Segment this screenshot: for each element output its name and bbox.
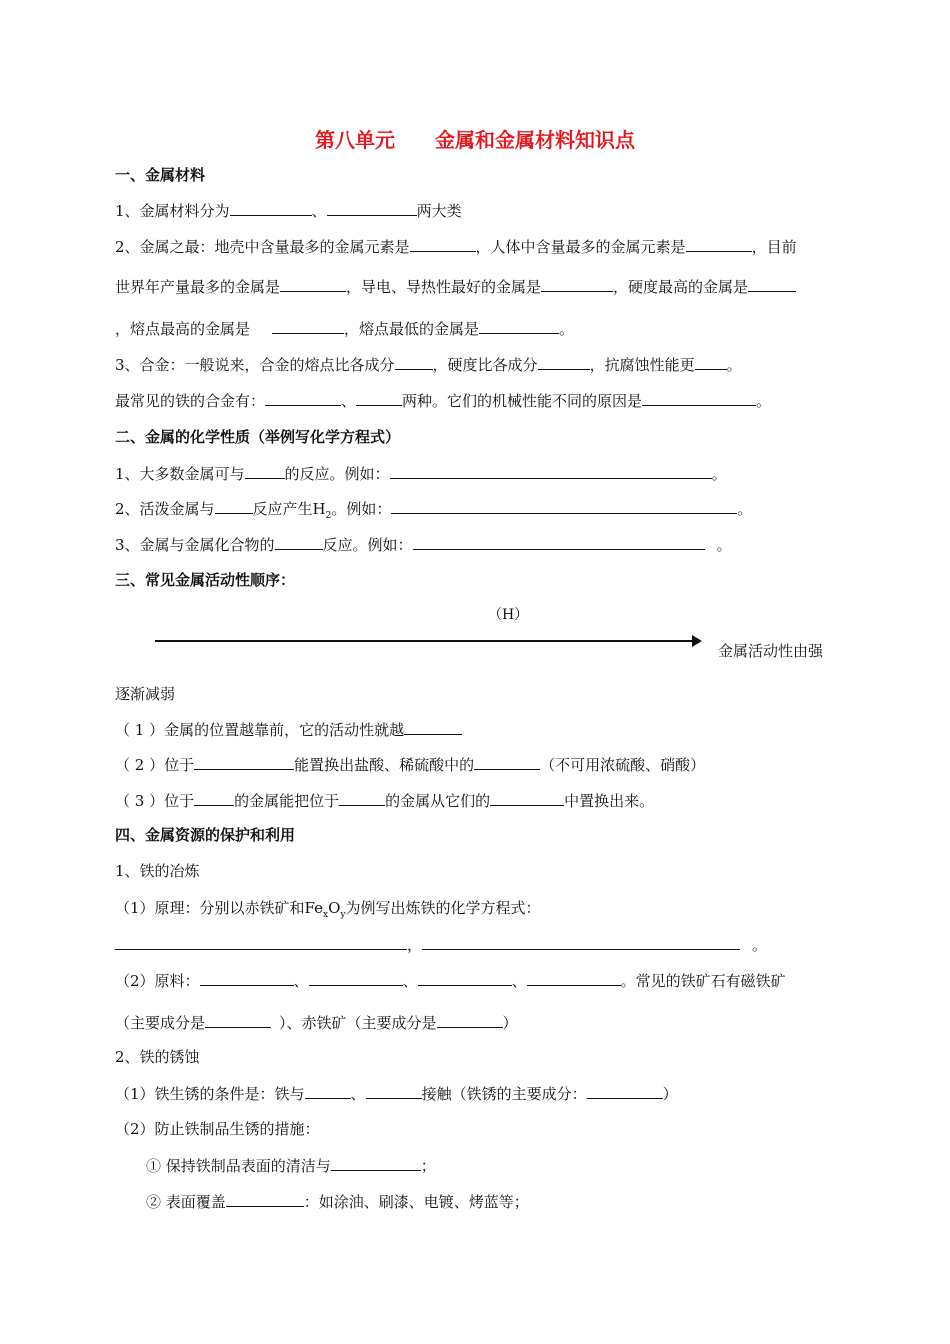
arrow-head-icon xyxy=(692,635,702,647)
subheading-iron-rusting: 2、铁的锈蚀 xyxy=(115,1048,200,1066)
blank[interactable] xyxy=(479,318,559,334)
line-2-3: 3、金属与金属化合物的 反应。例如： 。 xyxy=(115,536,732,554)
line-1-4: ，熔点最高的金属是 ，熔点最低的金属是 。 xyxy=(115,320,575,338)
blank[interactable] xyxy=(474,754,540,770)
page-title: 第八单元 金属和金属材料知识点 xyxy=(315,128,635,152)
section-heading-metal-materials: 一、金属材料 xyxy=(115,166,206,184)
rust-conditions-line: （1）铁生锈的条件是：铁与 、 接触（铁锈的主要成分： ） xyxy=(115,1085,678,1103)
blank[interactable] xyxy=(748,276,796,292)
blank[interactable] xyxy=(265,390,341,406)
rule-3: （ 3 ）位于 的金属能把位于 的金属从它们的 中置换出来。 xyxy=(115,792,655,810)
blank[interactable] xyxy=(390,463,712,479)
principle-line: （1）原理：分别以赤铁矿和$Fe_xO_y$为例写出炼铁的化学方程式： xyxy=(115,899,541,920)
line-1-2: 2、金属之最：地壳中含量最多的金属元素是 ，人体中含量最多的金属元素是 ，目前 xyxy=(115,238,797,256)
blank[interactable] xyxy=(366,1083,422,1099)
blank[interactable] xyxy=(437,1012,503,1028)
prevention-item-1: ① 保持铁制品表面的清洁与 ； xyxy=(146,1157,436,1175)
raw-materials-line: （2）原料： 、 、 、 。常见的铁矿石有磁铁矿 xyxy=(115,972,786,990)
section-heading-chemical-properties: 二、金属的化学性质（举例写化学方程式） xyxy=(115,428,401,446)
equation-blanks: ， 。 xyxy=(115,934,767,955)
rust-prevention-heading: （2）防止铁制品生锈的措施： xyxy=(115,1120,320,1138)
line-2-2: 2、活泼金属与 反应产生$H_2$。例如： 。 xyxy=(115,500,753,521)
blank[interactable] xyxy=(527,970,621,986)
activity-arrow-label: 金属活动性由强 xyxy=(718,642,824,660)
blank[interactable] xyxy=(200,970,294,986)
blank[interactable] xyxy=(272,318,344,334)
blank[interactable] xyxy=(305,1083,351,1099)
blank[interactable] xyxy=(538,354,590,370)
blank[interactable] xyxy=(422,934,740,950)
blank[interactable] xyxy=(215,498,253,514)
blank[interactable] xyxy=(356,390,402,406)
blank[interactable] xyxy=(490,790,564,806)
blank[interactable] xyxy=(686,236,752,252)
line-1-3: 世界年产量最多的金属是 ，导电、导热性最好的金属是 ，硬度最高的金属是 xyxy=(115,276,796,297)
blank[interactable] xyxy=(410,236,476,252)
blank[interactable] xyxy=(275,534,323,550)
blank[interactable] xyxy=(194,754,294,770)
line-1-1: 1、金属材料分为 、 两大类 xyxy=(115,202,462,220)
line-1-6: 最常见的铁的合金有： 、 两种。它们的机械性能不同的原因是 。 xyxy=(115,392,772,410)
blank[interactable] xyxy=(587,1083,663,1099)
blank[interactable] xyxy=(331,1155,421,1171)
blank[interactable] xyxy=(115,934,407,950)
blank[interactable] xyxy=(205,1012,271,1028)
rule-2: （ 2 ）位于 能置换出盐酸、稀硫酸中的 （不可用浓硫酸、硝酸） xyxy=(115,756,706,774)
blank[interactable] xyxy=(413,534,705,550)
activity-arrow-line xyxy=(155,640,695,642)
section-heading-resource-protection: 四、金属资源的保护和利用 xyxy=(115,826,296,844)
blank[interactable] xyxy=(194,790,234,806)
activity-arrow-label-wrap: 逐渐减弱 xyxy=(115,685,176,703)
blank[interactable] xyxy=(245,463,285,479)
blank[interactable] xyxy=(391,498,737,514)
blank[interactable] xyxy=(339,790,385,806)
line-2-1: 1、大多数金属可与 的反应。例如： 。 xyxy=(115,465,727,483)
ore-components-line: （主要成分是 ）、赤铁矿（主要成分是 ） xyxy=(115,1014,518,1032)
blank[interactable] xyxy=(230,200,312,216)
section-heading-activity-series: 三、常见金属活动性顺序： xyxy=(115,571,296,589)
prevention-item-2: ② 表面覆盖 ：如涂油、刷漆、电镀、烤蓝等； xyxy=(146,1193,529,1211)
rule-1: （ 1 ）金属的位置越靠前，它的活动性就越 xyxy=(115,719,462,740)
line-1-5: 3、合金：一般说来，合金的熔点比各成分 ，硬度比各成分 ，抗腐蚀性能更 。 xyxy=(115,356,742,374)
blank[interactable] xyxy=(309,970,403,986)
blank[interactable] xyxy=(395,354,433,370)
blank[interactable] xyxy=(642,390,756,406)
blank[interactable] xyxy=(418,970,512,986)
hydrogen-label: （H） xyxy=(488,607,529,623)
blank[interactable] xyxy=(695,354,727,370)
blank[interactable] xyxy=(327,200,417,216)
blank[interactable] xyxy=(541,276,613,292)
blank[interactable] xyxy=(280,276,346,292)
subheading-iron-smelting: 1、铁的冶炼 xyxy=(115,862,200,880)
blank[interactable] xyxy=(226,1191,304,1207)
blank[interactable] xyxy=(404,719,462,735)
